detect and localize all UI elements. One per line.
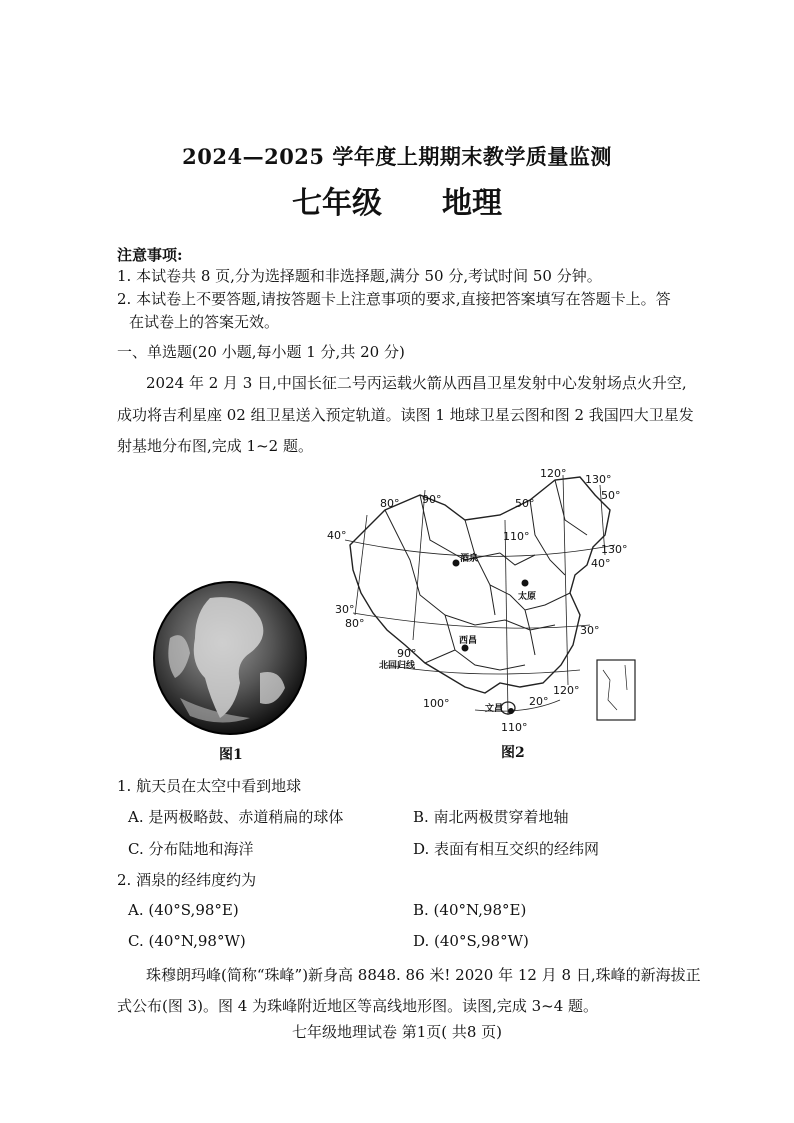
- xichang-label: 西昌: [459, 636, 478, 646]
- lon-label-90: 90°: [422, 493, 442, 506]
- lon-label-110: 110°: [503, 530, 530, 543]
- notice-heading: 注意事项:: [117, 246, 183, 264]
- page-footer: 七年级地理试卷 第1页( 共8 页): [291, 1023, 503, 1041]
- earth-satellite-image: [150, 578, 310, 738]
- question-1-option-a[interactable]: A. 是两极略鼓、赤道稍扁的球体: [128, 808, 344, 826]
- question-2-stem: 2. 酒泉的经纬度约为: [117, 871, 257, 889]
- lon-label-130-right: 130°: [601, 543, 628, 556]
- lon-label-90-bottom: 90°: [397, 647, 417, 660]
- subject-title: [0, 178, 794, 222]
- lat-label-40-right: 40°: [591, 557, 611, 570]
- section1-heading: 一、单选题(20 小题,每小题 1 分,共 20 分): [117, 343, 405, 361]
- lon-label-80-bottom: 80°: [345, 617, 365, 630]
- question-1-option-b[interactable]: B. 南北两极贯穿着地轴: [413, 808, 569, 826]
- taiyuan-marker: [522, 580, 529, 587]
- exam-title: 2024—2025 学年度上期期末教学质量监测: [182, 144, 612, 169]
- notice-item-2-cont: 在试卷上的答案无效。: [129, 313, 280, 331]
- china-launch-base-map: [325, 465, 655, 740]
- lon-label-130: 130°: [585, 473, 612, 486]
- question-1-option-c[interactable]: C. 分布陆地和海洋: [128, 840, 254, 858]
- section2-intro-line-1: 珠穆朗玛峰(简称“珠峰”)新身高 8848. 86 米! 2020 年 12 月 8 日,珠峰的新海拔正: [146, 966, 701, 984]
- jiuquan-marker: [453, 560, 460, 567]
- fig2-label: 图2: [501, 745, 525, 761]
- lon-label-120-bottom: 120°: [553, 684, 580, 697]
- question-2-option-b[interactable]: B. (40°N,98°E): [413, 901, 527, 919]
- lon-label-80: 80°: [380, 497, 400, 510]
- notice-item-2: 2. 本试卷上不要答题,请按答题卡上注意事项的要求,直接把答案填写在答题卡上。答: [117, 290, 671, 308]
- question-2-option-d[interactable]: D. (40°S,98°W): [413, 932, 529, 950]
- notice-item-1: 1. 本试卷共 8 页,分为选择题和非选择题,满分 50 分,考试时间 50 分钟。: [117, 267, 602, 285]
- question-2-option-c[interactable]: C. (40°N,98°W): [128, 932, 246, 950]
- wenchang-label: 文昌: [485, 704, 504, 714]
- question-1-option-d[interactable]: D. 表面有相互交织的经纬网: [413, 840, 600, 858]
- fig1-label: 图1: [219, 747, 243, 763]
- intro-line-3: 射基地分布图,完成 1~2 题。: [117, 437, 313, 455]
- tropic-label: 北回归线: [379, 661, 416, 671]
- jiuquan-label: 酒泉: [460, 554, 479, 564]
- section2-intro-line-2: 式公布(图 3)。图 4 为珠峰附近地区等高线地形图。读图,完成 3~4 题。: [117, 997, 599, 1015]
- question-2-option-a[interactable]: A. (40°S,98°E): [128, 901, 239, 919]
- grade-label: 七年级: [292, 186, 382, 221]
- question-1-stem: 1. 航天员在太空中看到地球: [117, 777, 302, 795]
- wenchang-marker: [508, 708, 514, 714]
- subject-label: 地理: [442, 186, 502, 221]
- lat-label-20: 20°: [529, 695, 549, 708]
- intro-line-2: 成功将吉利星座 02 组卫星送入预定轨道。读图 1 地球卫星云图和图 2 我国四大卫星发: [117, 406, 694, 424]
- lat-label-50-right: 50°: [601, 489, 621, 502]
- lat-label-30-right: 30°: [580, 624, 600, 637]
- lat-label-40-left: 40°: [327, 529, 347, 542]
- intro-line-1: 2024 年 2 月 3 日,中国长征二号丙运载火箭从西昌卫星发射中心发射场点火升空,: [146, 374, 687, 392]
- lat-label-50-left: 50°: [515, 497, 535, 510]
- lat-label-30-left: 30°: [335, 603, 355, 616]
- lon-label-110-bottom: 110°: [501, 721, 528, 734]
- lon-label-120: 120°: [540, 467, 567, 480]
- lon-label-100: 100°: [423, 697, 450, 710]
- taiyuan-label: 太原: [518, 592, 537, 602]
